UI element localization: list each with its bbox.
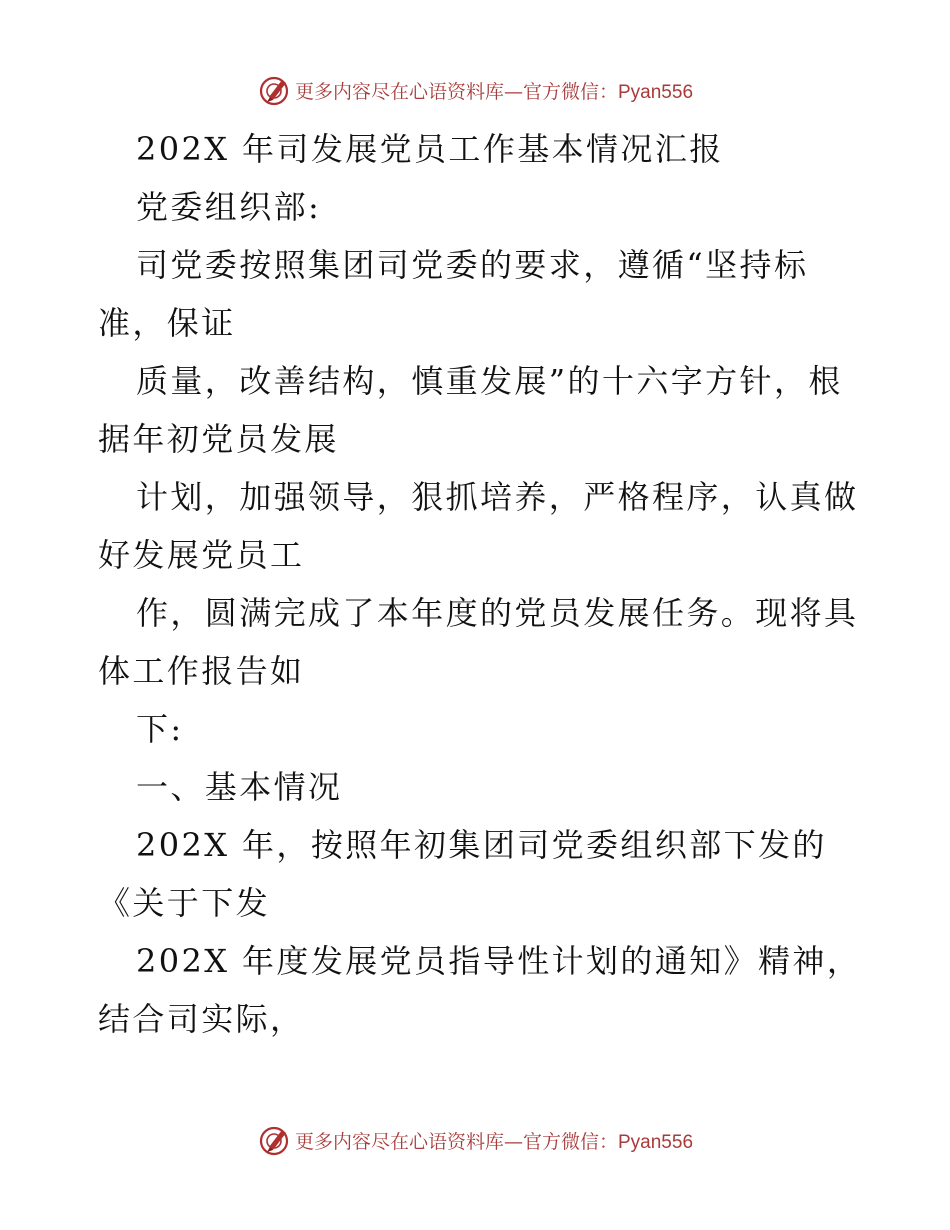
text-line: 下: (136, 710, 184, 748)
footer-watermark-banner (0, 1120, 950, 1160)
text-line: 体工作报告如 (98, 652, 305, 690)
document-body (98, 120, 862, 1048)
text-line: 质量，改善结构，慎重发展”的十六字方针，根 (136, 362, 843, 400)
text-line: 202X 年，按照年初集团司党委组织部下发的 (136, 826, 827, 864)
text-line: 202X 年司发展党员工作基本情况汇报 (136, 130, 724, 168)
watermark-text: 更多内容尽在心语资料库—官方微信：Pyan556 (294, 80, 694, 103)
text-line: 计划，加强领导，狠抓培养，严格程序，认真做 (136, 478, 859, 516)
text-line: 准，保证 (98, 304, 236, 342)
text-line: 据年初党员发展 (98, 420, 339, 458)
watermark-text: 更多内容尽在心语资料库—官方微信：Pyan556 (294, 1130, 694, 1153)
pen-nib-logo-icon (257, 72, 293, 108)
text-line: 《关于下发 (98, 884, 271, 922)
text-line: 一、基本情况 (136, 768, 343, 806)
pen-nib-logo-icon (257, 1122, 293, 1158)
header-watermark-banner (0, 70, 950, 110)
text-line: 好发展党员工 (98, 536, 305, 574)
text-line: 202X 年度发展党员指导性计划的通知》精神， (136, 942, 862, 980)
text-line: 党委组织部: (136, 188, 322, 226)
text-line: 结合司实际， (98, 1000, 305, 1038)
text-line: 作，圆满完成了本年度的党员发展任务。现将具 (136, 594, 859, 632)
text-line: 司党委按照集团司党委的要求，遵循“坚持标 (136, 246, 809, 284)
